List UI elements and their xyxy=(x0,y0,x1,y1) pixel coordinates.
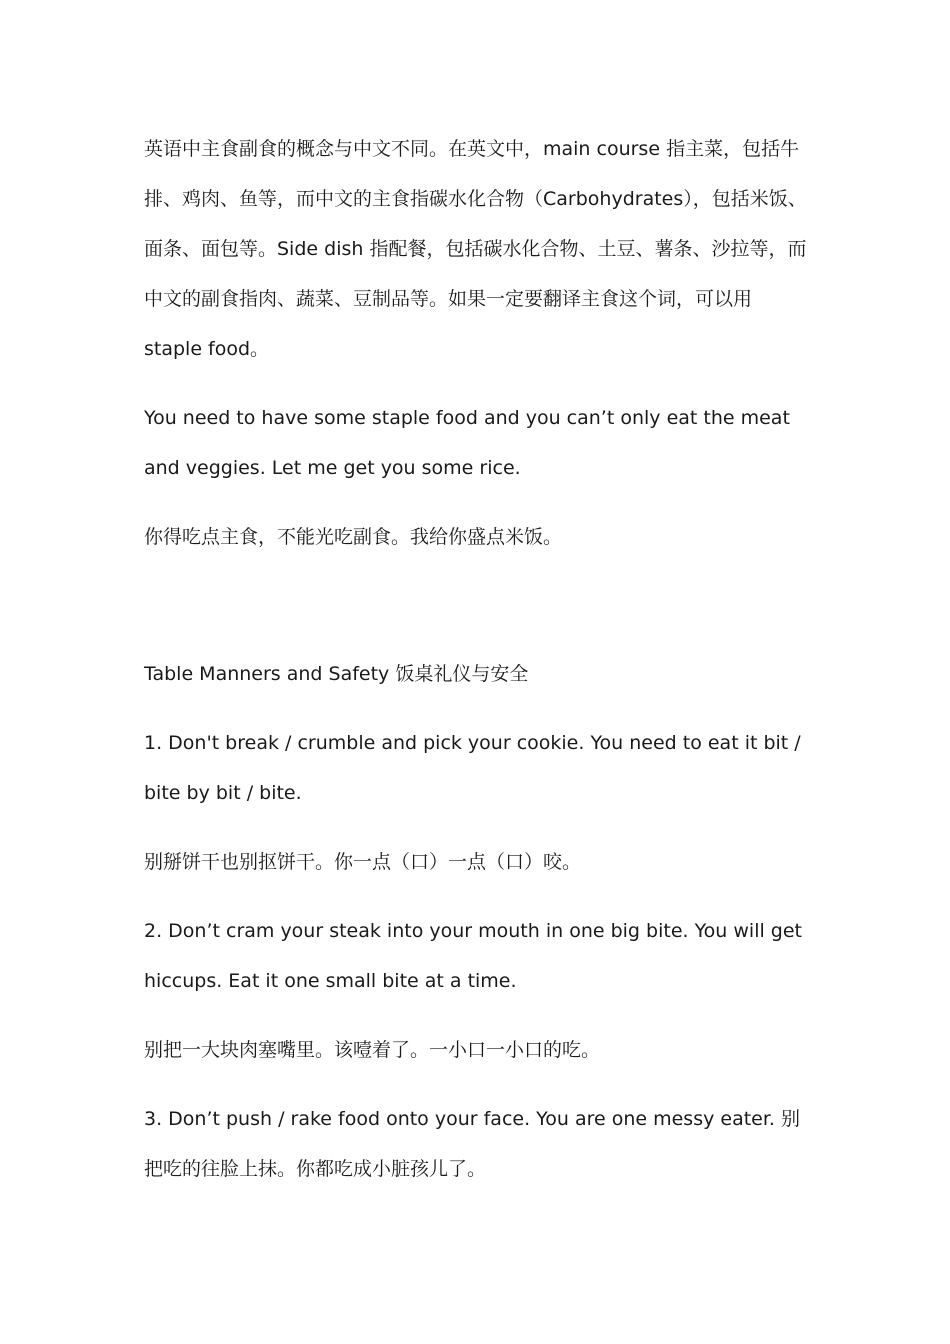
paragraph-spacer xyxy=(144,493,814,512)
rule-2-chinese: 别把一大块肉塞嘴里。该噎着了。一小口一小口的吃。 xyxy=(144,1039,601,1061)
rule-3: 3. Don’t push / rake food onto your face. You are one messy eater. 别把吃的往脸上抹。你都吃成小脏孩儿了。 xyxy=(144,1108,801,1180)
section-spacer xyxy=(144,562,814,649)
intro-paragraph: 英语中主食副食的概念与中文不同。在英文中，main course 指主菜，包括牛排、鸡肉、鱼等，而中文的主食指碳水化合物（Carbohydrates），包括米饭、面条、面包等。Side dish 指配餐，包括碳水化合物、土豆、薯条、沙拉等，而中文的副食指肉、蔬菜、豆制品等。如果一定要翻译主食这个词，可以用 staple food。 xyxy=(144,138,807,360)
rule-2-english: 2. Don’t cram your steak into your mouth in one big bite. You will get hiccups. Eat it one small bite at a time. xyxy=(144,920,802,992)
paragraph-spacer xyxy=(144,699,814,718)
paragraph-spacer xyxy=(144,1075,814,1094)
paragraph-spacer xyxy=(144,818,814,837)
example-sentence-chinese: 你得吃点主食，不能光吃副食。我给你盛点米饭。 xyxy=(144,526,563,548)
document-body xyxy=(144,124,814,1194)
example-sentence-english: You need to have some staple food and you can’t only eat the meat and veggies. Let me get you some rice. xyxy=(144,407,790,479)
paragraph-spacer xyxy=(144,374,814,393)
paragraph-spacer xyxy=(144,1006,814,1025)
rule-1-chinese: 别掰饼干也别抠饼干。你一点（口）一点（口）咬。 xyxy=(144,851,582,873)
section-heading: Table Manners and Safety 饭桌礼仪与安全 xyxy=(144,663,529,685)
rule-1-english: 1. Don't break / crumble and pick your cookie. You need to eat it bit / bite by bit / bite. xyxy=(144,732,801,804)
paragraph-spacer xyxy=(144,887,814,906)
